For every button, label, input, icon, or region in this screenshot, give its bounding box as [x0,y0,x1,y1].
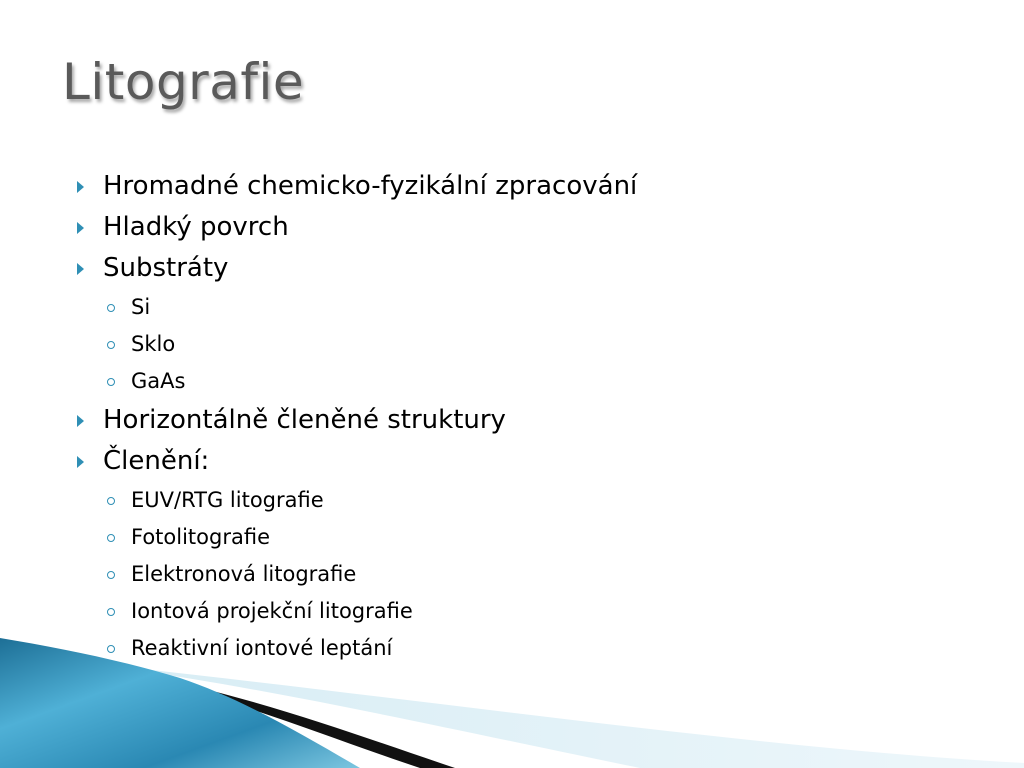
sub-list-item [74,482,974,519]
hollow-circle-icon [107,571,115,579]
sub-list-item-text: Elektronová litografie [131,562,357,586]
triangle-right-icon [77,181,84,193]
sub-list-item-text: Iontová projekční litografie [131,599,413,623]
sub-list-item [74,556,974,593]
triangle-right-icon [77,415,84,427]
sub-list-item-text: Reaktivní iontové leptání [131,636,393,660]
triangle-right-icon [77,263,84,275]
sub-list-item-text: EUV/RTG litografie [131,488,324,512]
sub-list-item [74,363,974,400]
list-item [74,207,974,248]
triangle-right-icon [77,456,84,468]
bullet-list [74,166,974,667]
sub-list-item-text: GaAs [131,369,186,393]
list-item-text: Hromadné chemicko-fyzikální zpracování [103,171,638,201]
sub-list-item-text: Fotolitografie [131,525,270,549]
list-item-text: Hladký povrch [103,212,289,242]
slide-title: Litografie [62,53,305,111]
sub-list-item-text: Sklo [131,332,176,356]
triangle-right-icon [77,222,84,234]
list-item-text: Horizontálně členěné struktury [103,405,506,435]
hollow-circle-icon [107,341,115,349]
sub-list-item [74,326,974,363]
hollow-circle-icon [107,497,115,505]
decorative-wave [0,638,1024,768]
list-item-text: Členění: [103,446,210,476]
sub-list-item [74,289,974,326]
hollow-circle-icon [107,534,115,542]
hollow-circle-icon [107,378,115,386]
sub-list-item [74,519,974,556]
sub-list-item [74,593,974,630]
list-item [74,248,974,289]
list-item-text: Substráty [103,253,229,283]
hollow-circle-icon [107,304,115,312]
list-item [74,441,974,482]
list-item [74,166,974,207]
list-item [74,400,974,441]
hollow-circle-icon [107,608,115,616]
sub-list-item-text: Si [131,295,151,319]
